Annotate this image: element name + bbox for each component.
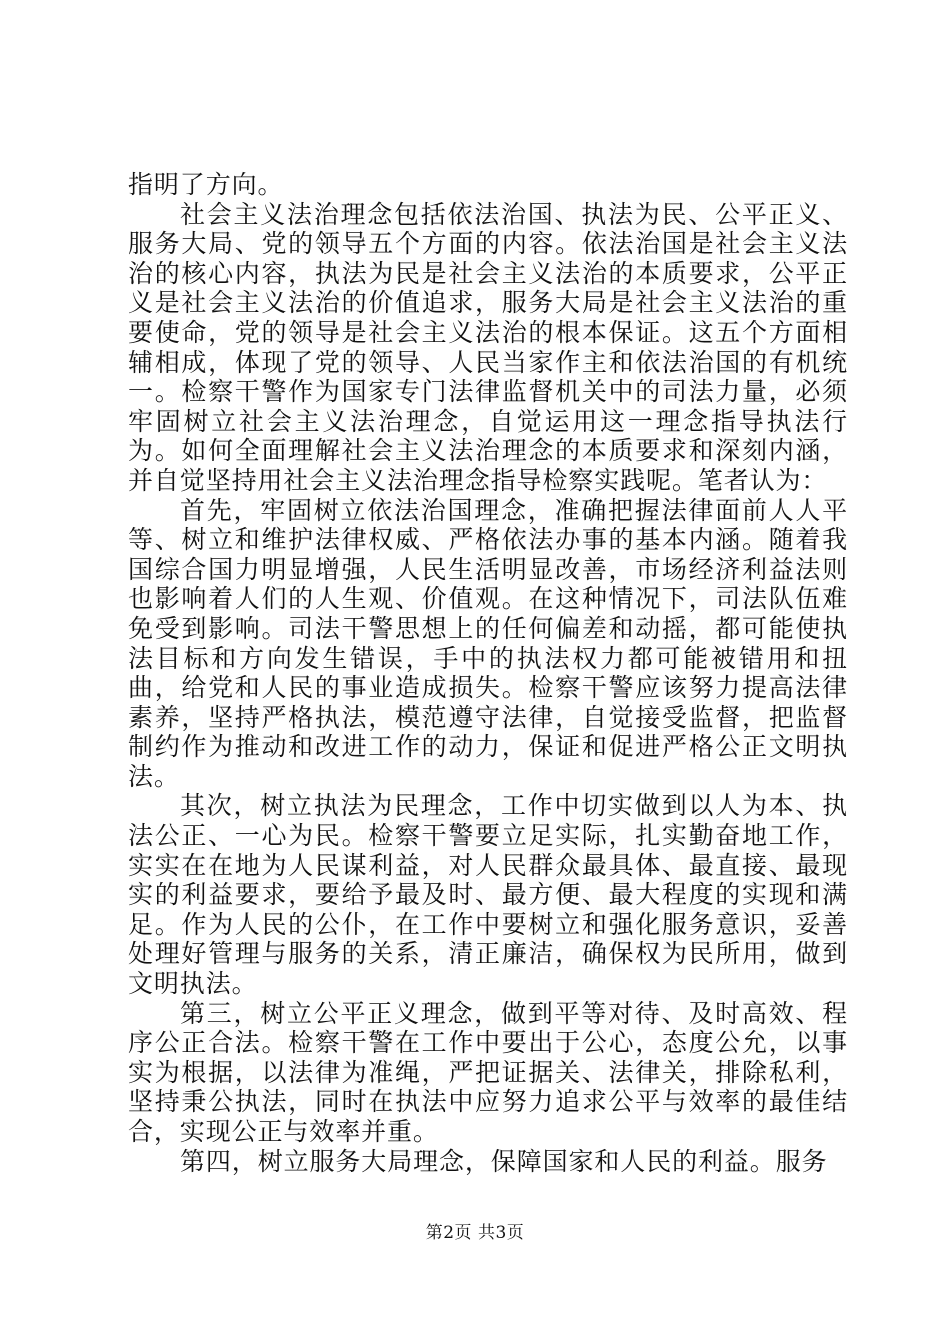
document-body bbox=[128, 170, 848, 1176]
paragraph-third-point: 第三，树立公平正义理念，做到平等对待、及时高效、程序公正合法。检察干警在工作中要出于公心，态度公允，以事实为根据，以法律为准绳，严把证据关、法律关，排除私利，坚持秉公执法，同时在执法中应努力追求公平与效率的最佳结合，实现公正与效率并重。 bbox=[128, 998, 848, 1146]
page-number-footer: 第2页 共3页 bbox=[425, 1223, 525, 1243]
paragraph-rule-of-law-concept: 社会主义法治理念包括依法治国、执法为民、公平正义、服务大局、党的领导五个方面的内容。依法治国是社会主义法治的核心内容，执法为民是社会主义法治的本质要求，公平正义是社会主义法治的价值追求，服务大局是社会主义法治的重要使命，党的领导是社会主义法治的根本保证。这五个方面相辅相成，体现了党的领导、人民当家作主和依法治国的有机统一。检察干警作为国家专门法律监督机关中的司法力量，必须牢固树立社会主义法治理念，自觉运用这一理念指导执法行为。如何全面理解社会主义法治理念的本质要求和深刻内涵，并自觉坚持用社会主义法治理念指导检察实践呢。笔者认为： bbox=[128, 199, 848, 495]
paragraph-first-point: 首先，牢固树立依法治国理念，准确把握法律面前人人平等、树立和维护法律权威、严格依法办事的基本内涵。随着我国综合国力明显增强，人民生活明显改善，市场经济利益法则也影响着人们的人生观、价值观。在这种情况下，司法队伍难免受到影响。司法干警思想上的任何偏差和动摇，都可能使执法目标和方向发生错误，手中的执法权力都可能被错用和扭曲，给党和人民的事业造成损失。检察干警应该努力提高法律素养，坚持严格执法，模范遵守法律，自觉接受监督，把监督制约作为推动和改进工作的动力，保证和促进严格公正文明执法。 bbox=[128, 495, 848, 791]
paragraph-second-point: 其次，树立执法为民理念，工作中切实做到以人为本、执法公正、一心为民。检察干警要立足实际，扎实勤奋地工作，实实在在地为人民谋利益，对人民群众最具体、最直接、最现实的利益要求，要给予最及时、最方便、最大程度的实现和满足。作为人民的公仆，在工作中要树立和强化服务意识，妥善处理好管理与服务的关系，清正廉洁，确保权为民所用，做到文明执法。 bbox=[128, 791, 848, 999]
paragraph-continuation: 指明了方向。 bbox=[128, 170, 284, 199]
paragraph-fourth-point: 第四，树立服务大局理念，保障国家和人民的利益。服务 bbox=[180, 1146, 828, 1176]
